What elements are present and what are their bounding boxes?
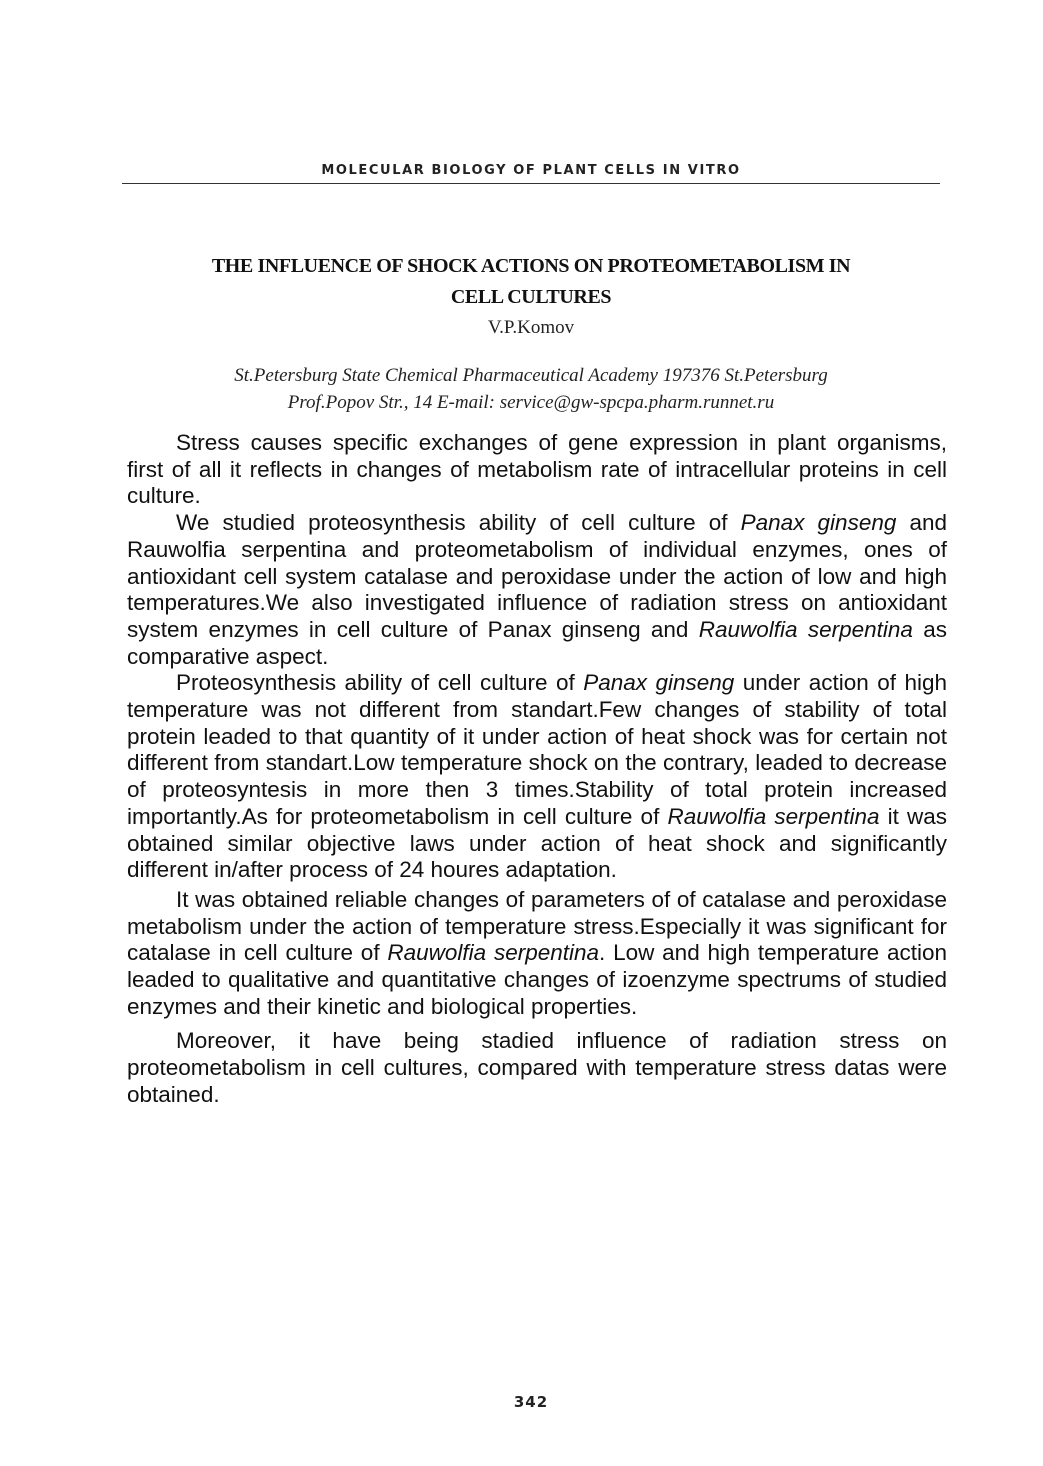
species-name: Panax ginseng — [583, 670, 735, 696]
paragraph-5: Moreover, it have being stadied influence of radiation stress on proteometabolism in cell cultures, compared with temperature stress datas were obtained. — [127, 1028, 947, 1107]
species-name: Panax ginseng — [740, 510, 897, 536]
species-name: Rauwolfia serpentina — [698, 616, 913, 642]
author-affiliation — [122, 362, 940, 416]
paragraph-4: It was obtained reliable changes of parameters of of catalase and peroxidase metabolism under the action of temperature stress.Especially it was significant for catalase in cell culture of Rauwolfia serpentina. Low and high temperature action leaded to qualitative and quantitative changes of izoenzyme spectrums of studied enzymes and their kinetic and biological properties. — [127, 886, 947, 1019]
affiliation-line-2: Prof.Popov Str., 14 E-mail: service@gw-spcpa.pharm.runnet.ru — [287, 392, 775, 413]
paragraph-1: Stress causes specific exchanges of gene expression in plant organisms, first of all it reflects in changes of metabolism rate of intracellular proteins in cell culture. — [127, 430, 947, 509]
title-line-1: THE INFLUENCE OF SHOCK ACTIONS ON PROTEOMETABOLISM IN — [211, 255, 851, 277]
header-rule — [122, 183, 940, 184]
species-name: Rauwolfia serpentina — [667, 803, 880, 829]
article-body — [127, 430, 947, 1109]
species-name: Rauwolfia serpentina — [387, 940, 600, 966]
running-head: MOLECULAR BIOLOGY OF PLANT CELLS IN VITRO — [321, 163, 741, 178]
paragraph-2: We studied proteosynthesis ability of cell culture of Panax ginseng and Rauwolfia serpentina and proteometabolism of individual enzymes, ones of antioxidant cell system catalase and peroxidase under the action of low and high temperatures.We also investigated influence of radiation stress on antioxidant system enzymes in cell culture of Panax ginseng and Rauwolfia serpentina as comparative aspect. — [127, 510, 948, 669]
title-line-2: CELL CULTURES — [450, 286, 612, 308]
page-number: 342 — [513, 1393, 549, 1411]
author-name: V.P.Komov — [487, 317, 575, 338]
article-title — [122, 251, 940, 313]
affiliation-line-1: St.Petersburg State Chemical Pharmaceutical Academy 197376 St.Petersburg — [234, 365, 828, 386]
paragraph-3: Proteosynthesis ability of cell culture of Panax ginseng under action of high temperature was not different from standart.Few changes of stability of total protein leaded to that quantity of it under action of heat shock was for certain not different from standart.Low temperature shock on the contrary, leaded to decrease of proteosyntesis in more then 3 times.Stability of total protein increased importantly.As for proteometabolism in cell culture of Rauwolfia serpentina it was obtained similar objective laws under action of heat shock and significantly different in/after process of 24 houres adaptation. — [127, 670, 948, 883]
